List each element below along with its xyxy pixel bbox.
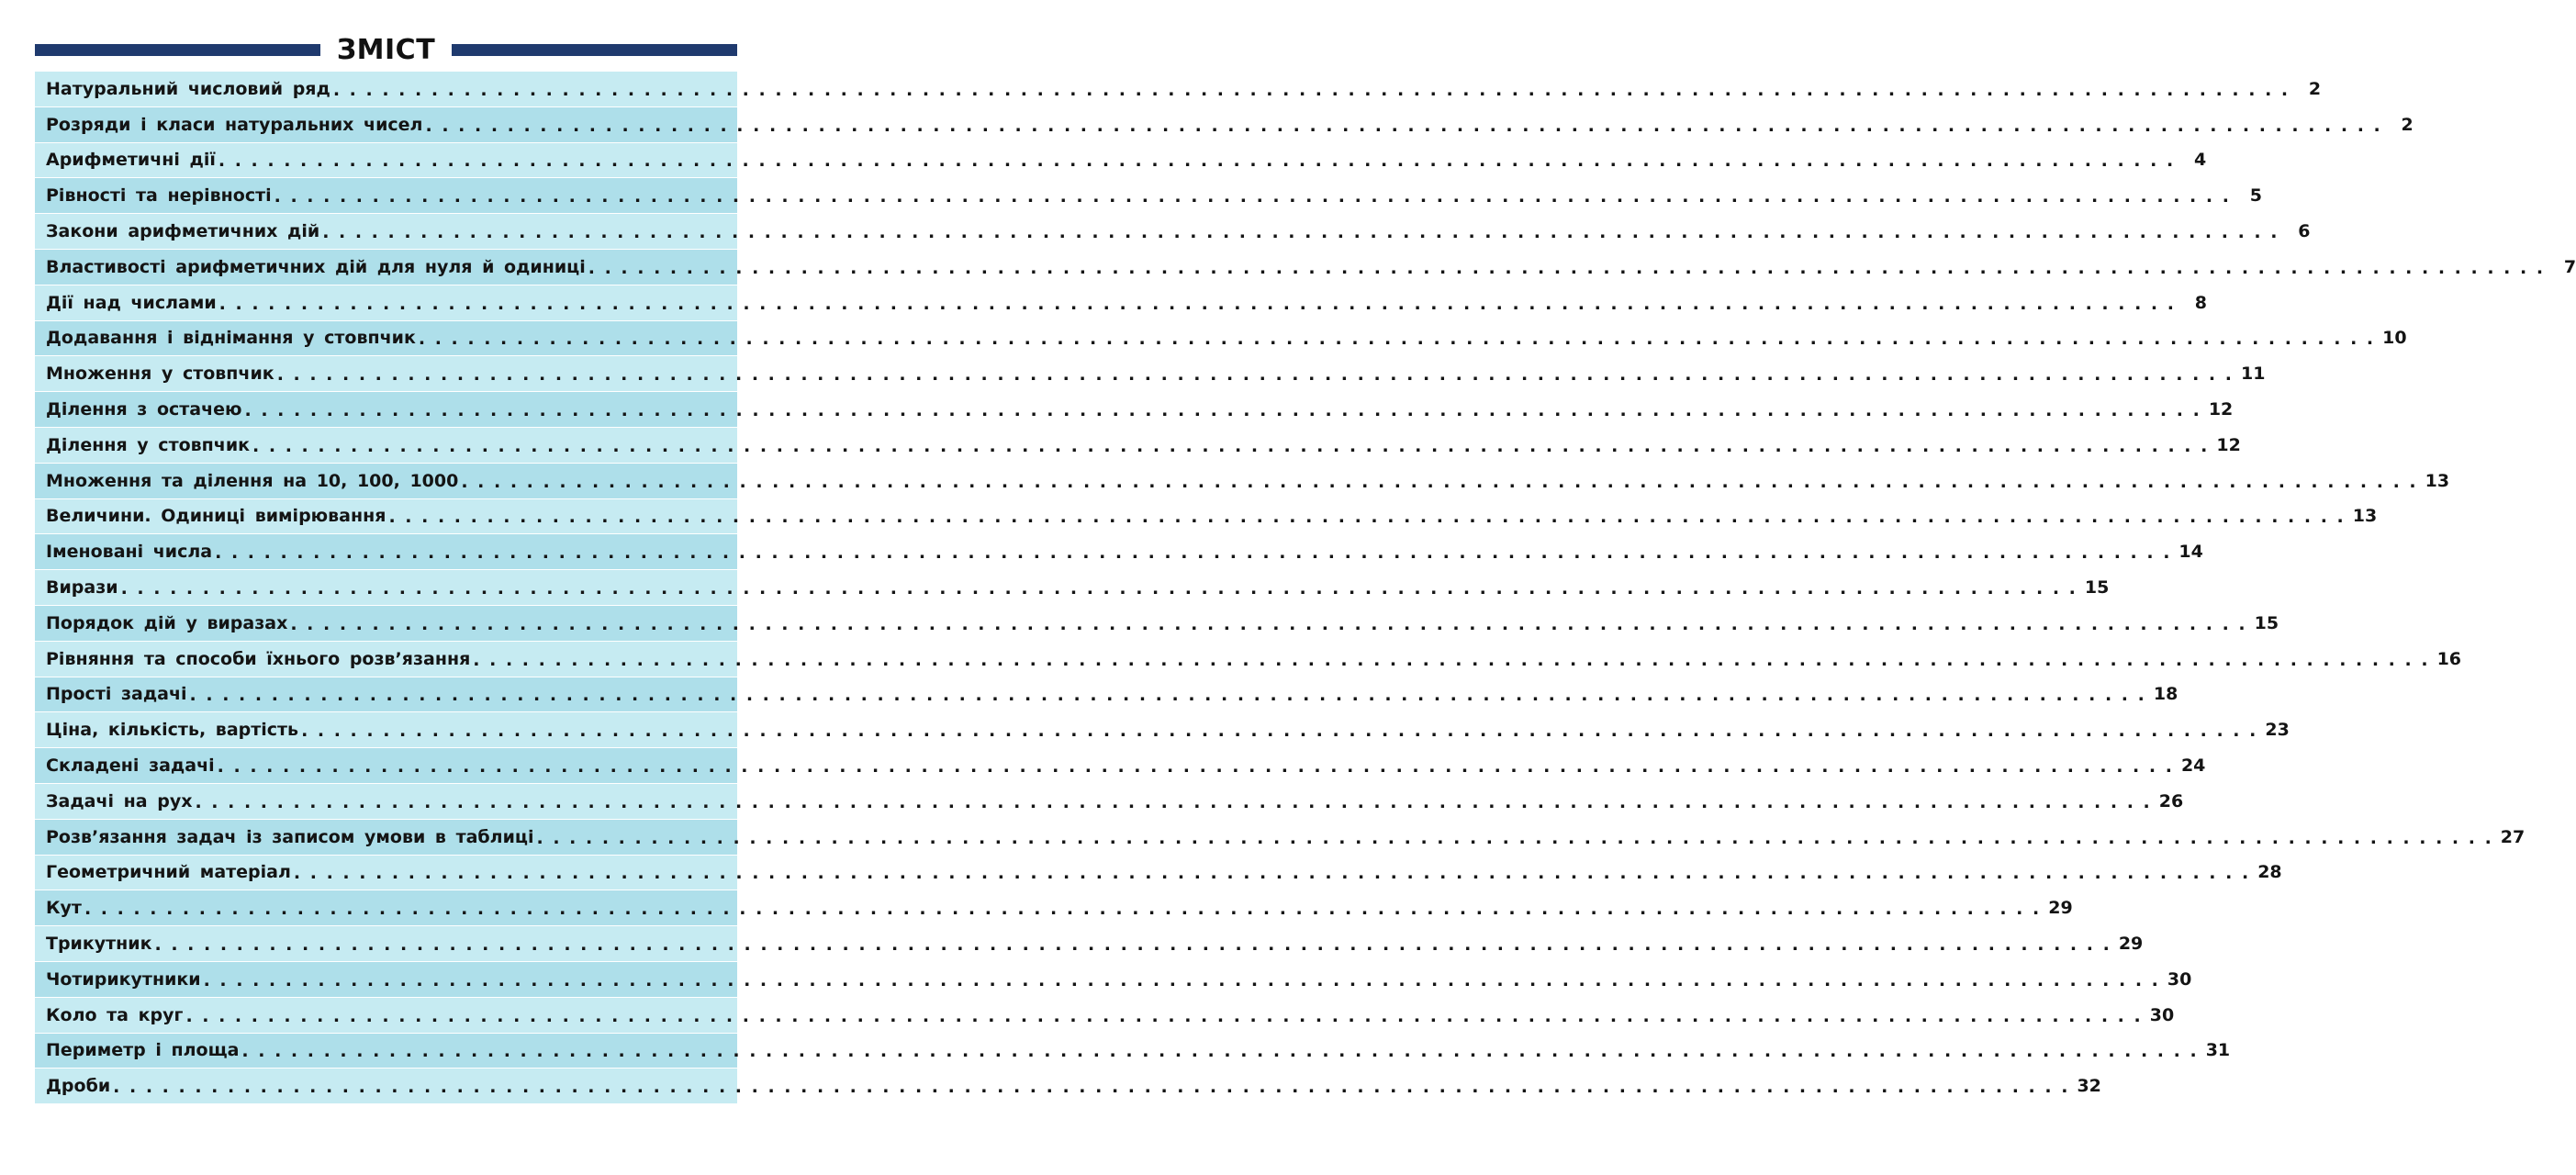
toc-entry-page: 2 — [2308, 78, 2322, 99]
toc-entry-label: Порядок дій у виразах — [46, 612, 288, 633]
toc-leader-dots: . . . . . . . . . . . . . . . . . . . . . . . . . . . . . . . . . . . . . . . . . . . . . . . . . . . . . . . . . . . . . . . . . . . . . . . . . . . . . . . . . . . . . . . . . . . . . . . . . . . . . . . . . . . . . . . . . . . . . . . . — [301, 721, 2258, 742]
toc-entry[interactable] — [35, 820, 2526, 856]
toc-entry[interactable] — [35, 570, 2110, 606]
toc-leader-dots: . . . . . . . . . . . . . . . . . . . . . . . . . . . . . . . . . . . . . . . . . . . . . . . . . . . . . . . . . . . . . . . . . . . . . . . . . . . . . . . . . . . . . . . . . . . . . . . . . . . . . . . . . . . . . . . . . . . . . . . . — [332, 79, 2290, 100]
toc-entry[interactable] — [35, 890, 2073, 926]
toc-entry-page: 4 — [2193, 150, 2207, 171]
toc-entry-page: 14 — [2178, 542, 2203, 563]
toc-entry-page: 15 — [2254, 612, 2279, 633]
toc-leader-dots: . . . . . . . . . . . . . . . . . . . . . . . . . . . . . . . . . . . . . . . . . . . . . . . . . . . . . . . . . . . . . . . . . . . . . . . . . . . . . . . . . . . . . . . . . . . . . . . . . . . . . . . . . . . . . . . . . . . . . . . . — [276, 364, 2234, 386]
toc-entry-label: Розряди і класи натуральних чисел — [46, 114, 423, 135]
toc-entry-page: 12 — [2216, 434, 2241, 455]
toc-entry-page: 27 — [2500, 826, 2526, 847]
toc-entry[interactable] — [35, 534, 2203, 570]
header-bar-left — [35, 44, 320, 56]
toc-entry[interactable] — [35, 712, 2290, 748]
toc-leader-dots: . . . . . . . . . . . . . . . . . . . . . . . . . . . . . . . . . . . . . . . . . . . . . . . . . . . . . . . . . . . . . . . . . . . . . . . . . . . . . . . . . . . . . . . . . . . . . . . . . . . . . . . . . . . . . . . . . . . . . . . . — [195, 791, 2152, 812]
toc-leader-dots: . . . . . . . . . . . . . . . . . . . . . . . . . . . . . . . . . . . . . . . . . . . . . . . . . . . . . . . . . . . . . . . . . . . . . . . . . . . . . . . . . . . . . . . . . . . . . . . . . . . . . . . . . . . . . . . . . . . . . . . . — [84, 899, 2042, 920]
toc-entry[interactable] — [35, 72, 2322, 107]
toc-leader-dots: . . . . . . . . . . . . . . . . . . . . . . . . . . . . . . . . . . . . . . . . . . . . . . . . . . . . . . . . . . . . . . . . . . . . . . . . . . . . . . . . . . . . . . . . . . . . . . . . . . . . . . . . . . . . . . . . . . . . . . . . — [588, 257, 2546, 278]
toc-entry-page: 26 — [2158, 790, 2184, 811]
toc-entry[interactable] — [35, 606, 2279, 642]
toc-leader-dots: . . . . . . . . . . . . . . . . . . . . . . . . . . . . . . . . . . . . . . . . . . . . . . . . . . . . . . . . . . . . . . . . . . . . . . . . . . . . . . . . . . . . . . . . . . . . . . . . . . . . . . . . . . . . . . . . . . . . . . . . — [217, 756, 2174, 778]
toc-leader-dots: . . . . . . . . . . . . . . . . . . . . . . . . . . . . . . . . . . . . . . . . . . . . . . . . . . . . . . . . . . . . . . . . . . . . . . . . . . . . . . . . . . . . . . . . . . . . . . . . . . . . . . . . . . . . . . . . . . . . . . . . — [461, 471, 2418, 492]
toc-entry-page: 6 — [2298, 221, 2311, 242]
toc-leader-dots: . . . . . . . . . . . . . . . . . . . . . . . . . . . . . . . . . . . . . . . . . . . . . . . . . . . . . . . . . . . . . . . . . . . . . . . . . . . . . . . . . . . . . . . . . . . . . . . . . . . . . . . . . . . . . . . . . . . . . . . . — [241, 1041, 2199, 1062]
toc-entry-label: Прості задачі — [46, 684, 187, 705]
toc-entry[interactable] — [35, 1069, 2101, 1104]
toc-entry-label: Складені задачі — [46, 755, 215, 777]
toc-entry-page: 12 — [2208, 399, 2234, 420]
toc-entry-label: Іменовані числа — [46, 542, 213, 563]
toc-entry-label: Натуральний числовий ряд — [46, 78, 330, 99]
toc-entry-label: Ділення з остачею — [46, 399, 242, 420]
header-bar-right — [452, 44, 737, 56]
toc-entry[interactable] — [35, 642, 2462, 677]
toc-entry-page: 28 — [2257, 862, 2282, 883]
toc-entry-page: 8 — [2194, 292, 2207, 313]
toc-entry[interactable] — [35, 677, 2178, 713]
toc-leader-dots: . . . . . . . . . . . . . . . . . . . . . . . . . . . . . . . . . . . . . . . . . . . . . . . . . . . . . . . . . . . . . . . . . . . . . . . . . . . . . . . . . . . . . . . . . . . . . . . . . . . . . . . . . . . . . . . . . . . . . . . . — [244, 400, 2201, 421]
toc-entry[interactable] — [35, 356, 2266, 392]
toc-entry-label: Периметр і площа — [46, 1040, 240, 1061]
toc-entry-label: Множення у стовпчик — [46, 364, 274, 385]
toc-leader-dots: . . . . . . . . . . . . . . . . . . . . . . . . . . . . . . . . . . . . . . . . . . . . . . . . . . . . . . . . . . . . . . . . . . . . . . . . . . . . . . . . . . . . . . . . . . . . . . . . . . . . . . . . . . . . . . . . . . . . . . . . — [473, 649, 2430, 670]
toc-entry[interactable] — [35, 962, 2192, 998]
toc-entry-label: Трикутник — [46, 934, 152, 955]
table-of-contents — [35, 72, 2576, 1104]
toc-entry-label: Ціна, кількість, вартість — [46, 720, 299, 741]
toc-leader-dots: . . . . . . . . . . . . . . . . . . . . . . . . . . . . . . . . . . . . . . . . . . . . . . . . . . . . . . . . . . . . . . . . . . . . . . . . . . . . . . . . . . . . . . . . . . . . . . . . . . . . . . . . . . . . . . . . . . . . . . . . — [293, 863, 2251, 884]
toc-entry-label: Задачі на рух — [46, 790, 193, 811]
toc-entry[interactable] — [35, 107, 2414, 143]
toc-leader-dots: . . . . . . . . . . . . . . . . . . . . . . . . . . . . . . . . . . . . . . . . . . . . . . . . . . . . . . . . . . . . . . . . . . . . . . . . . . . . . . . . . . . . . . . . . . . . . . . . . . . . . . . . . . . . . . . . . . . . . . . . — [218, 151, 2176, 172]
toc-entry-label: Властивості арифметичних дій для нуля й одиниці — [46, 256, 586, 277]
toc-entry-label: Геометричний матеріал — [46, 862, 291, 883]
toc-entry-page: 13 — [2352, 506, 2378, 527]
toc-entry[interactable] — [35, 998, 2175, 1034]
toc-entry-page: 32 — [2077, 1076, 2101, 1097]
toc-entry[interactable] — [35, 143, 2207, 179]
toc-entry-label: Ділення у стовпчик — [46, 434, 251, 455]
toc-entry[interactable] — [35, 856, 2282, 891]
toc-header — [35, 31, 737, 68]
toc-entry-page: 13 — [2425, 470, 2450, 491]
toc-entry[interactable] — [35, 321, 2407, 357]
toc-leader-dots: . . . . . . . . . . . . . . . . . . . . . . . . . . . . . . . . . . . . . . . . . . . . . . . . . . . . . . . . . . . . . . . . . . . . . . . . . . . . . . . . . . . . . . . . . . . . . . . . . . . . . . . . . . . . . . . . . . . . . . . . — [322, 222, 2279, 243]
toc-entry[interactable] — [35, 1034, 2231, 1069]
toc-entry-page: 29 — [2118, 934, 2144, 955]
toc-leader-dots: . . . . . . . . . . . . . . . . . . . . . . . . . . . . . . . . . . . . . . . . . . . . . . . . . . . . . . . . . . . . . . . . . . . . . . . . . . . . . . . . . . . . . . . . . . . . . . . . . . . . . . . . . . . . . . . . . . . . . . . . — [154, 934, 2111, 956]
toc-entry[interactable] — [35, 464, 2450, 499]
toc-entry-page: 18 — [2153, 684, 2178, 705]
toc-entry-page: 2 — [2401, 114, 2414, 135]
toc-leader-dots: . . . . . . . . . . . . . . . . . . . . . . . . . . . . . . . . . . . . . . . . . . . . . . . . . . . . . . . . . . . . . . . . . . . . . . . . . . . . . . . . . . . . . . . . . . . . . . . . . . . . . . . . . . . . . . . . . . . . . . . . — [274, 186, 2231, 207]
toc-entry-page: 29 — [2048, 898, 2073, 919]
toc-entry-label: Множення та ділення на 10, 100, 1000 — [46, 470, 459, 491]
toc-entry-label: Коло та круг — [46, 1004, 184, 1025]
toc-leader-dots: . . . . . . . . . . . . . . . . . . . . . . . . . . . . . . . . . . . . . . . . . . . . . . . . . . . . . . . . . . . . . . . . . . . . . . . . . . . . . . . . . . . . . . . . . . . . . . . . . . . . . . . . . . . . . . . . . . . . . . . . — [536, 827, 2493, 848]
toc-entry-label: Кут — [46, 898, 82, 919]
toc-entry-label: Дроби — [46, 1076, 111, 1097]
toc-entry-label: Закони арифметичних дій — [46, 221, 320, 242]
toc-leader-dots: . . . . . . . . . . . . . . . . . . . . . . . . . . . . . . . . . . . . . . . . . . . . . . . . . . . . . . . . . . . . . . . . . . . . . . . . . . . . . . . . . . . . . . . . . . . . . . . . . . . . . . . . . . . . . . . . . . . . . . . . — [388, 507, 2346, 528]
toc-entry-label: Чотирикутники — [46, 968, 201, 990]
toc-entry-page: 30 — [2167, 968, 2192, 990]
toc-leader-dots: . . . . . . . . . . . . . . . . . . . . . . . . . . . . . . . . . . . . . . . . . . . . . . . . . . . . . . . . . . . . . . . . . . . . . . . . . . . . . . . . . . . . . . . . . . . . . . . . . . . . . . . . . . . . . . . . . . . . . . . . — [185, 1005, 2143, 1026]
toc-entry[interactable] — [35, 784, 2184, 820]
toc-entry-label: Рівняння та способи їхнього розв’язання — [46, 648, 471, 669]
toc-leader-dots: . . . . . . . . . . . . . . . . . . . . . . . . . . . . . . . . . . . . . . . . . . . . . . . . . . . . . . . . . . . . . . . . . . . . . . . . . . . . . . . . . . . . . . . . . . . . . . . . . . . . . . . . . . . . . . . . . . . . . . . . — [120, 578, 2078, 599]
toc-entry-page: 23 — [2265, 720, 2290, 741]
toc-entry-page: 10 — [2382, 328, 2407, 349]
toc-leader-dots: . . . . . . . . . . . . . . . . . . . . . . . . . . . . . . . . . . . . . . . . . . . . . . . . . . . . . . . . . . . . . . . . . . . . . . . . . . . . . . . . . . . . . . . . . . . . . . . . . . . . . . . . . . . . . . . . . . . . . . . . — [113, 1077, 2070, 1098]
toc-entry-label: Рівності та нерівності — [46, 185, 272, 207]
toc-entry[interactable] — [35, 392, 2234, 428]
toc-entry[interactable] — [35, 428, 2241, 464]
toc-leader-dots: . . . . . . . . . . . . . . . . . . . . . . . . . . . . . . . . . . . . . . . . . . . . . . . . . . . . . . . . . . . . . . . . . . . . . . . . . . . . . . . . . . . . . . . . . . . . . . . . . . . . . . . . . . . . . . . . . . . . . . . . — [252, 435, 2210, 456]
toc-entry-page: 11 — [2240, 364, 2266, 385]
toc-entry-label: Додавання і віднімання у стовпчик — [46, 328, 416, 349]
toc-entry-page: 31 — [2205, 1040, 2231, 1061]
toc-entry-label: Вирази — [46, 577, 118, 599]
toc-entry[interactable] — [35, 285, 2207, 321]
toc-entry[interactable] — [35, 748, 2206, 784]
toc-entry-label: Величини. Одиниці вимірювання — [46, 506, 386, 527]
toc-entry[interactable] — [35, 499, 2378, 535]
toc-leader-dots: . . . . . . . . . . . . . . . . . . . . . . . . . . . . . . . . . . . . . . . . . . . . . . . . . . . . . . . . . . . . . . . . . . . . . . . . . . . . . . . . . . . . . . . . . . . . . . . . . . . . . . . . . . . . . . . . . . . . . . . . — [290, 613, 2247, 634]
toc-leader-dots: . . . . . . . . . . . . . . . . . . . . . . . . . . . . . . . . . . . . . . . . . . . . . . . . . . . . . . . . . . . . . . . . . . . . . . . . . . . . . . . . . . . . . . . . . . . . . . . . . . . . . . . . . . . . . . . . . . . . . . . . — [203, 969, 2160, 990]
toc-entry-label: Арифметичні дії — [46, 150, 216, 171]
toc-entry-page: 5 — [2249, 185, 2262, 207]
toc-entry-label: Дії над числами — [46, 292, 217, 313]
toc-entry-page: 30 — [2149, 1004, 2175, 1025]
toc-entry-label: Розв’язання задач із записом умови в таблиці — [46, 826, 534, 847]
page-title: ЗМІСТ — [336, 33, 436, 66]
toc-entry[interactable] — [35, 926, 2144, 962]
toc-leader-dots: . . . . . . . . . . . . . . . . . . . . . . . . . . . . . . . . . . . . . . . . . . . . . . . . . . . . . . . . . . . . . . . . . . . . . . . . . . . . . . . . . . . . . . . . . . . . . . . . . . . . . . . . . . . . . . . . . . . . . . . . — [418, 329, 2376, 350]
toc-entry-page: 24 — [2180, 755, 2206, 777]
toc-entry-page: 7 — [2563, 256, 2576, 277]
toc-leader-dots: . . . . . . . . . . . . . . . . . . . . . . . . . . . . . . . . . . . . . . . . . . . . . . . . . . . . . . . . . . . . . . . . . . . . . . . . . . . . . . . . . . . . . . . . . . . . . . . . . . . . . . . . . . . . . . . . . . . . . . . . — [218, 293, 2176, 314]
toc-entry-page: 16 — [2436, 648, 2462, 669]
toc-leader-dots: . . . . . . . . . . . . . . . . . . . . . . . . . . . . . . . . . . . . . . . . . . . . . . . . . . . . . . . . . . . . . . . . . . . . . . . . . . . . . . . . . . . . . . . . . . . . . . . . . . . . . . . . . . . . . . . . . . . . . . . . — [189, 685, 2146, 706]
toc-entry-page: 15 — [2084, 577, 2110, 599]
toc-leader-dots: . . . . . . . . . . . . . . . . . . . . . . . . . . . . . . . . . . . . . . . . . . . . . . . . . . . . . . . . . . . . . . . . . . . . . . . . . . . . . . . . . . . . . . . . . . . . . . . . . . . . . . . . . . . . . . . . . . . . . . . . — [425, 115, 2382, 136]
toc-entry[interactable] — [35, 214, 2311, 250]
toc-leader-dots: . . . . . . . . . . . . . . . . . . . . . . . . . . . . . . . . . . . . . . . . . . . . . . . . . . . . . . . . . . . . . . . . . . . . . . . . . . . . . . . . . . . . . . . . . . . . . . . . . . . . . . . . . . . . . . . . . . . . . . . . — [215, 543, 2172, 564]
toc-entry[interactable] — [35, 178, 2262, 214]
toc-entry[interactable] — [35, 250, 2576, 285]
